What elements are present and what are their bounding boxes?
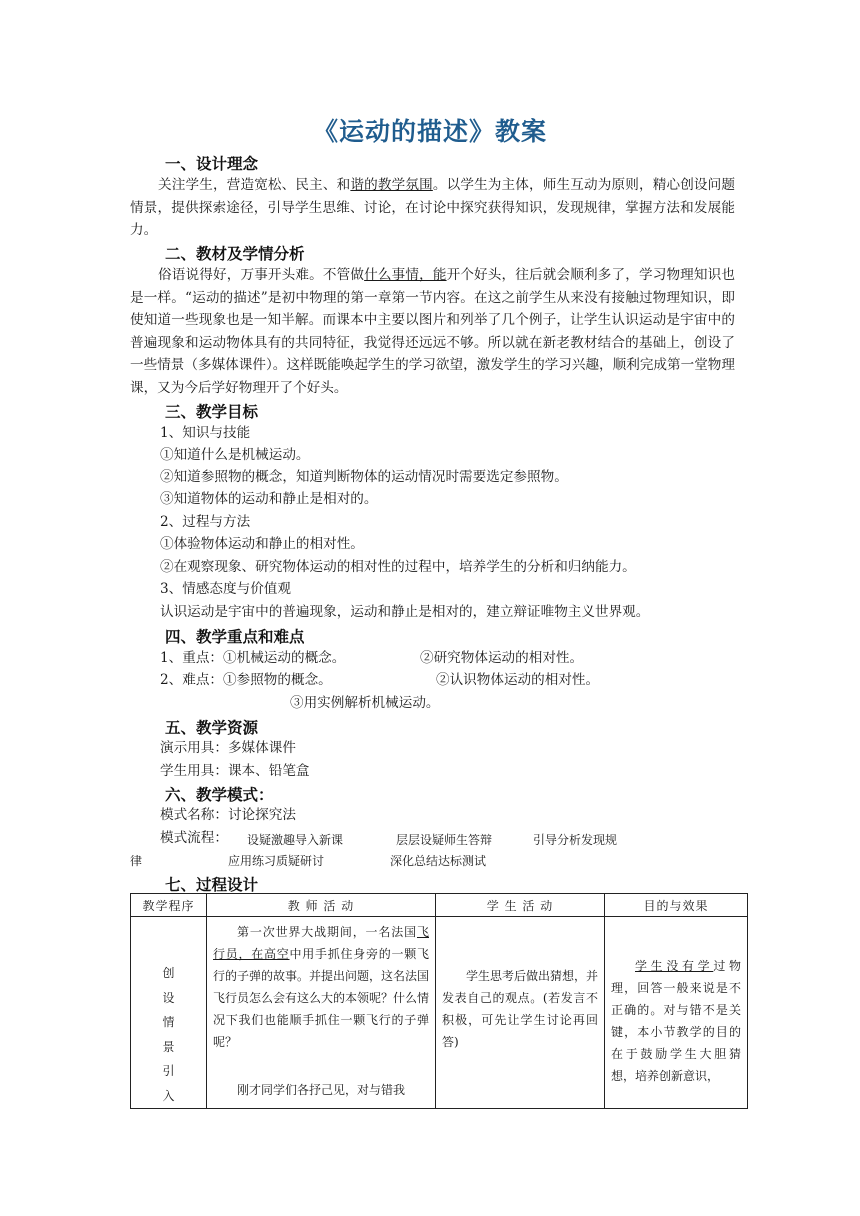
- difficulty-a: 2、难点：①参照物的概念。: [160, 672, 332, 688]
- effect-text: [605, 917, 747, 1087]
- step-char: 设: [162, 990, 175, 1005]
- header-student: 学 生 活 动: [436, 894, 605, 917]
- heading-teaching-mode: 六、教学模式：: [165, 786, 274, 804]
- goal-line: 2、过程与方法: [160, 514, 251, 530]
- table-row: [131, 917, 748, 1109]
- header-step: 教学程序: [131, 894, 207, 917]
- heading-key-points: 四、教学重点和难点: [165, 628, 305, 646]
- flow-step: 设疑激趣导入新课: [247, 833, 344, 847]
- underlined-text: 学生没有学: [635, 959, 714, 973]
- goal-line: ②在观察现象、研究物体运动的相对性的过程中，培养学生的分析和归纳能力。: [160, 559, 636, 575]
- teacher-cell: [207, 917, 436, 1109]
- heading-design-concept: 一、设计理念: [165, 155, 259, 173]
- goal-line: ①知道什么是机械运动。: [160, 447, 310, 463]
- difficulty-c: ③用实例解析机械运动。: [290, 695, 440, 711]
- key-point-b: ②研究物体运动的相对性。: [420, 650, 584, 666]
- goal-line: 认识运动是宇宙中的普遍现象，运动和静止是相对的，建立辩证唯物主义世界观。: [160, 604, 650, 620]
- text-span: 第一次世界大战期间，一名法国: [237, 925, 417, 939]
- text-span: 俗语说得好，万事开头难。不管做: [158, 267, 365, 283]
- heading-material-analysis: 二、教材及学情分析: [165, 245, 305, 263]
- key-point-a: 1、重点：①机械运动的概念。: [160, 650, 346, 666]
- goal-line: 1、知识与技能: [160, 425, 251, 441]
- step-char: 景: [162, 1039, 175, 1054]
- goal-line: ③知道物体的运动和静止是相对的。: [160, 491, 378, 507]
- resource-line: 演示用具：多媒体课件: [160, 740, 296, 756]
- flow-step: 引导分析发现规: [533, 833, 618, 847]
- flow-step: 层层设疑师生答辩: [396, 833, 493, 847]
- difficulty-b: ②认识物体运动的相对性。: [436, 672, 600, 688]
- heading-process-design: 七、过程设计: [165, 876, 259, 894]
- teacher-activity-text: [207, 917, 435, 1053]
- underlined-text: 什么事情，能: [364, 267, 447, 283]
- goal-line: ①体验物体运动和静止的相对性。: [160, 536, 364, 552]
- student-activity-text: 学生思考后做出猜想，并发表自己的观点。(若发言不积极，可先让学生讨论再回答): [442, 969, 599, 1049]
- teacher-activity-text-2: 刚才同学们各抒己见，对与错我: [237, 1083, 406, 1097]
- step-char: 引: [162, 1064, 175, 1078]
- underlined-text: 飞行员，在高空: [213, 925, 429, 961]
- header-effect: 目的与效果: [605, 894, 748, 917]
- goal-line: 3、情感态度与价值观: [160, 581, 291, 597]
- text-span: 过物理，回答一般来说是不正确的。对与错不是关键，本小节教学的目的在于鼓励学生大胆猜想，培养创新意识，: [611, 959, 741, 1083]
- paragraph-design-concept: [130, 174, 735, 242]
- flow-step: 应用练习质疑研讨: [228, 854, 325, 868]
- resource-line: 学生用具：课本、铅笔盒: [160, 763, 310, 779]
- student-cell: [436, 917, 605, 1109]
- step-char: 情: [162, 1015, 175, 1029]
- goal-line: ②知道参照物的概念，知道判断物体的运动情况时需要选定参照物。: [160, 469, 568, 485]
- text-span: 。以学生为主体，师生互动为原则，精心创设问题情景，提供探索途径，引导学生思维、讨论，在讨论中探究获得知识，发现规律，掌握方法和发展能力。: [130, 177, 736, 238]
- mode-name: 模式名称：讨论探究法: [160, 807, 296, 823]
- text-span: 中用手抓住身旁的一颗飞行的子弹的故事。并提出问题，这名法国飞行员怎么会有这么大的本领呢？什么情况下我们也能顺手抓住一颗飞行的子弹呢？: [213, 947, 430, 1049]
- heading-teaching-goals: 三、教学目标: [165, 403, 259, 421]
- process-table: [130, 893, 748, 1109]
- step-char: 创: [162, 966, 175, 980]
- flow-step: 律: [130, 854, 143, 868]
- mode-flow-label: 模式流程：: [160, 830, 228, 846]
- effect-cell: [605, 917, 748, 1109]
- document-title: 《运动的描述》教案: [312, 117, 547, 146]
- flow-step: 深化总结达标测试: [390, 854, 487, 868]
- underlined-text: 谐的教学氛围: [350, 177, 433, 193]
- step-char: 入: [162, 1088, 175, 1103]
- header-teacher: 教 师 活 动: [207, 894, 436, 917]
- table-header-row: [131, 894, 748, 917]
- step-cell: [131, 917, 207, 1109]
- text-span: 关注学生，营造宽松、民主、和: [158, 177, 351, 193]
- heading-resources: 五、教学资源: [165, 719, 259, 737]
- text-span: 开个好头，往后就会顺利多了，学习物理知识也是一样。“运动的描述”是初中物理的第一章第一节内容。在这之前学生从来没有接触过物理知识，即使知道一些现象也是一知半解。而课本中主要以图片和列举了几个例子，让学生认识运动是宇宙中的普遍现象和运动物体具有的共同特征，我觉得还远远不够。所以就在新老教材结合的基础上，创设了一些情景（多媒体课件）。这样既能唤起学生的学习欲望，激发学生的学习兴趣，顺利完成第一堂物理课，又为今后学好物理开了个好头。: [130, 267, 736, 396]
- paragraph-material-analysis: [130, 264, 735, 399]
